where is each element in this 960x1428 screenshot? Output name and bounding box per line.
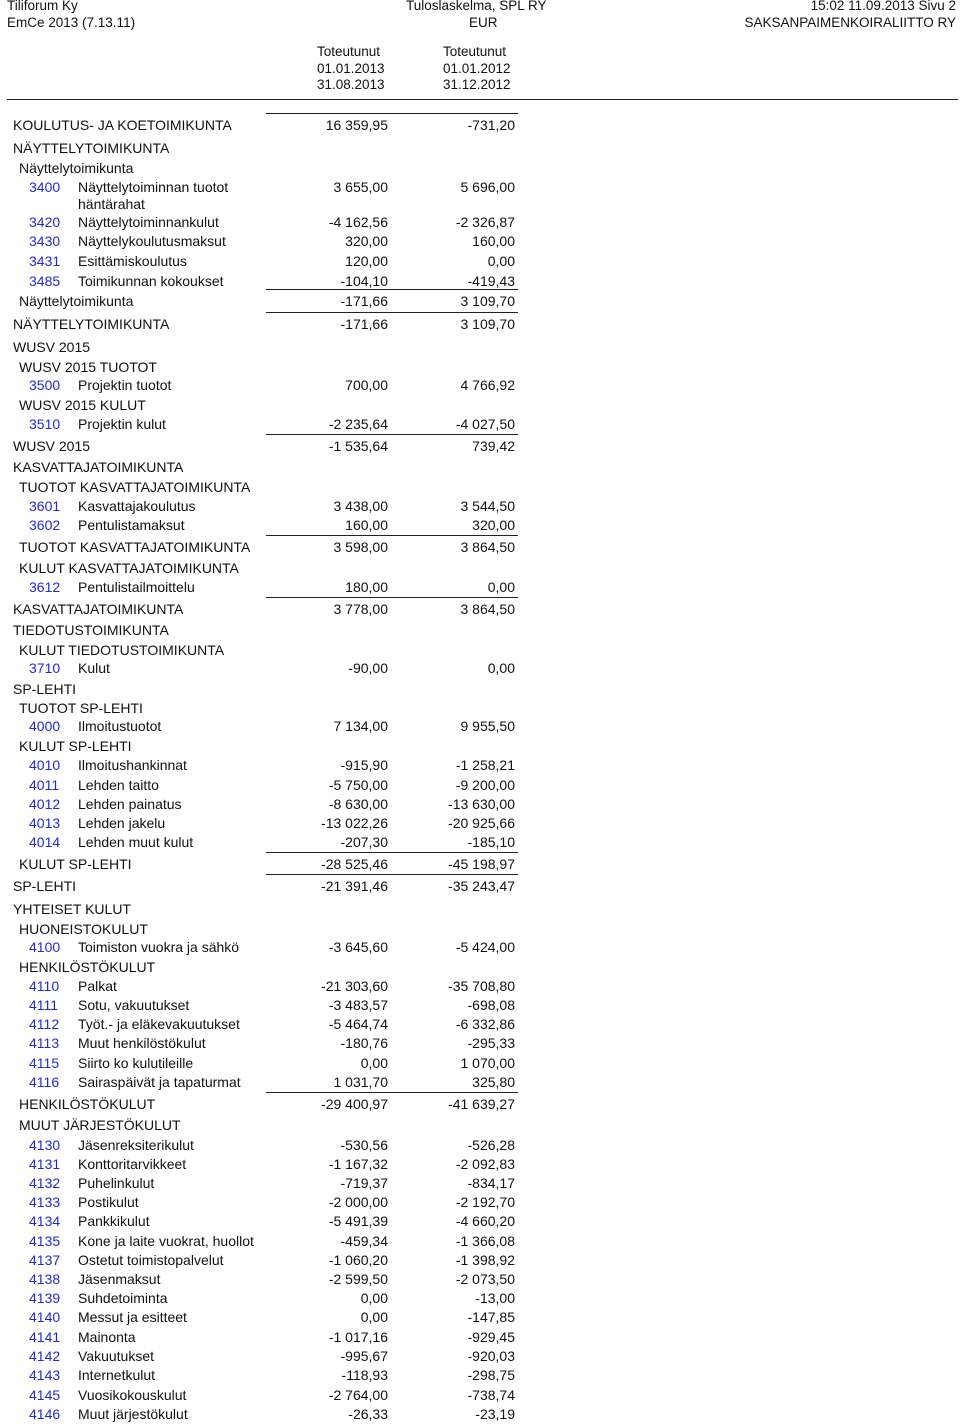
subtotal-rule <box>266 874 518 875</box>
account-name: Muut järjestökulut <box>78 1406 188 1422</box>
account-row <box>0 1233 960 1253</box>
account-row <box>0 233 960 253</box>
subtotal-previous: -731,20 <box>467 117 515 133</box>
account-name: Kone ja laite vuokrat, huollot <box>78 1233 254 1249</box>
account-row <box>0 1271 960 1291</box>
account-code: 4141 <box>29 1329 61 1345</box>
account-code: 4013 <box>29 815 61 831</box>
value-current: -3 483,57 <box>328 997 388 1013</box>
account-row <box>0 1252 960 1272</box>
value-current: 3 655,00 <box>333 179 388 195</box>
section-heading-label: TIEDOTUSTOIMIKUNTA <box>13 622 169 638</box>
value-current: -530,56 <box>340 1137 388 1153</box>
value-previous: 0,00 <box>487 579 515 595</box>
account-code: 4139 <box>29 1290 61 1306</box>
section-heading-label: WUSV 2015 <box>13 339 91 355</box>
value-previous: -4 660,20 <box>455 1213 515 1229</box>
value-current: -90,00 <box>348 660 388 676</box>
account-code: 4132 <box>29 1175 61 1191</box>
account-code: 3601 <box>29 498 61 514</box>
column-header-previous <box>443 44 511 94</box>
organization-name: SAKSANPAIMENKOIRALIITTO RY <box>744 15 956 30</box>
subtotal-row <box>0 293 960 313</box>
section-heading <box>0 681 960 701</box>
subtotal-rule <box>266 535 518 536</box>
account-code: 4134 <box>29 1213 61 1229</box>
value-current: -5 750,00 <box>328 777 388 793</box>
account-name: Pankkikulut <box>78 1213 150 1229</box>
account-row <box>0 273 960 293</box>
account-name: Pentulistamaksut <box>78 517 185 533</box>
value-previous: -4 027,50 <box>455 416 515 432</box>
account-name: Lehden muut kulut <box>78 834 194 850</box>
section-heading-label: Näyttelytoimikunta <box>19 160 134 176</box>
subtotal-current: -171,66 <box>340 316 388 332</box>
section-heading-label: HENKILÖSTÖKULUT <box>19 959 156 975</box>
column-header-line: 01.01.2013 <box>317 60 385 76</box>
subtotal-row <box>0 1096 960 1116</box>
subtotal-label: KULUT SP-LEHTI <box>19 856 132 872</box>
section-heading <box>0 921 960 941</box>
section-heading-label: TUOTOT SP-LEHTI <box>19 700 143 716</box>
section-heading <box>0 339 960 359</box>
account-row <box>0 1016 960 1036</box>
account-row <box>0 757 960 777</box>
account-row <box>0 1406 960 1426</box>
value-current: -915,90 <box>340 757 388 773</box>
value-previous: -35 708,80 <box>448 978 515 994</box>
account-code: 4111 <box>29 997 59 1013</box>
value-previous: 5 696,00 <box>460 179 515 195</box>
value-current: 7 134,00 <box>333 718 388 734</box>
value-previous: -526,28 <box>467 1137 515 1153</box>
account-row <box>0 1367 960 1387</box>
section-heading <box>0 140 960 160</box>
subtotal-current: -171,66 <box>340 293 388 309</box>
account-code: 3602 <box>29 517 61 533</box>
section-heading <box>0 642 960 662</box>
account-name: Muut henkilöstökulut <box>78 1035 206 1051</box>
account-name: Internetkulut <box>78 1367 156 1383</box>
account-name: Kulut <box>78 660 110 676</box>
account-code: 4012 <box>29 796 61 812</box>
subtotal-label: WUSV 2015 <box>13 438 91 454</box>
account-code: 4133 <box>29 1194 61 1210</box>
section-heading <box>0 560 960 580</box>
subtotal-rule <box>266 312 518 313</box>
account-code: 4143 <box>29 1367 61 1383</box>
subtotal-previous: 739,42 <box>472 438 515 454</box>
account-name: Lehden jakelu <box>78 815 166 831</box>
account-row <box>0 253 960 273</box>
value-current: -13 022,26 <box>321 815 388 831</box>
subtotal-previous: -41 639,27 <box>448 1096 515 1112</box>
subtotal-rule <box>266 434 518 435</box>
account-code: 4100 <box>29 939 61 955</box>
subtotal-previous: 3 864,50 <box>460 601 515 617</box>
account-code: 4145 <box>29 1387 61 1403</box>
subtotal-row <box>0 117 960 137</box>
subtotal-current: 3 598,00 <box>333 539 388 555</box>
value-current: -5 464,74 <box>328 1016 388 1032</box>
value-previous: -295,33 <box>467 1035 515 1051</box>
account-row <box>0 1074 960 1094</box>
value-previous: 1 070,00 <box>460 1055 515 1071</box>
value-current: 0,00 <box>360 1309 388 1325</box>
account-row <box>0 1213 960 1233</box>
account-code: 3500 <box>29 377 61 393</box>
account-name: Messut ja esitteet <box>78 1309 187 1325</box>
section-heading <box>0 459 960 479</box>
value-current: 1 031,70 <box>333 1074 388 1090</box>
account-code: 3430 <box>29 233 61 249</box>
account-name: Siirto ko kulutileille <box>78 1055 194 1071</box>
account-name: Ilmoitustuotot <box>78 718 162 734</box>
account-row <box>0 1137 960 1157</box>
value-previous: 320,00 <box>472 517 515 533</box>
value-current: -118,93 <box>341 1367 388 1383</box>
account-row <box>0 1387 960 1407</box>
column-header-current <box>317 44 385 94</box>
account-code: 4146 <box>29 1406 61 1422</box>
account-name: Kasvattajakoulutus <box>78 498 196 514</box>
subtotal-rule <box>266 289 518 290</box>
account-name: Näyttelykoulutusmaksut <box>78 233 226 249</box>
account-name: Puhelinkulut <box>78 1175 155 1191</box>
value-previous: -2 192,70 <box>455 1194 515 1210</box>
value-current: 0,00 <box>360 1055 388 1071</box>
account-row <box>0 179 960 212</box>
subtotal-label: Näyttelytoimikunta <box>19 293 134 309</box>
section-heading-label: KULUT SP-LEHTI <box>19 738 132 754</box>
column-header-line: 01.01.2012 <box>443 60 511 76</box>
account-code: 4010 <box>29 757 61 773</box>
subtotal-previous: 3 109,70 <box>460 316 515 332</box>
account-row <box>0 718 960 738</box>
value-previous: -6 332,86 <box>455 1016 515 1032</box>
account-code: 3420 <box>29 214 61 230</box>
value-previous: -20 925,66 <box>448 815 515 831</box>
value-current: -207,30 <box>340 834 388 850</box>
account-row <box>0 1309 960 1329</box>
account-name: Postikulut <box>78 1194 139 1210</box>
account-code: 4137 <box>29 1252 61 1268</box>
value-current: -719,37 <box>340 1175 388 1191</box>
account-name: Näyttelytoiminnankulut <box>78 214 219 230</box>
value-current: -8 630,00 <box>328 796 388 812</box>
value-previous: 3 544,50 <box>460 498 515 514</box>
subtotal-label: NÄYTTELYTOIMIKUNTA <box>13 316 170 332</box>
column-header-line: 31.12.2012 <box>443 77 511 92</box>
account-row <box>0 1348 960 1368</box>
section-heading-label: SP-LEHTI <box>13 681 77 697</box>
section-heading <box>0 738 960 758</box>
column-header-line: Toteutunut <box>317 44 381 59</box>
account-name: Suhdetoiminta <box>78 1290 168 1306</box>
subtotal-label: TUOTOT KASVATTAJATOIMIKUNTA <box>19 539 251 555</box>
value-previous: 4 766,92 <box>460 377 515 393</box>
subtotal-rule <box>266 113 518 114</box>
account-row <box>0 939 960 959</box>
account-code: 4011 <box>29 777 60 793</box>
account-name-continued: häntärahat <box>78 196 145 212</box>
subtotal-rule <box>266 597 518 598</box>
value-previous: -23,19 <box>475 1406 515 1422</box>
subtotal-current: -28 525,46 <box>321 856 388 872</box>
value-previous: 325,80 <box>472 1074 515 1090</box>
account-name: Näyttelytoiminnan tuotot <box>78 179 229 195</box>
subtotal-current: -21 391,46 <box>321 878 388 894</box>
account-code: 3400 <box>29 179 61 195</box>
section-heading-label: MUUT JÄRJESTÖKULUT <box>19 1117 181 1133</box>
account-code: 4112 <box>29 1016 60 1032</box>
subtotal-label: HENKILÖSTÖKULUT <box>19 1096 156 1112</box>
subtotal-current: -1 535,64 <box>328 438 388 454</box>
value-previous: -147,85 <box>467 1309 515 1325</box>
value-previous: -834,17 <box>467 1175 515 1191</box>
account-row <box>0 997 960 1017</box>
account-name: Esittämiskoulutus <box>78 253 187 269</box>
value-previous: 160,00 <box>472 233 515 249</box>
account-name: Toimikunnan kokoukset <box>78 273 224 289</box>
value-current: 3 438,00 <box>333 498 388 514</box>
account-code: 4140 <box>29 1309 61 1325</box>
column-header-line: Toteutunut <box>443 44 507 59</box>
account-code: 3431 <box>29 253 61 269</box>
account-row <box>0 1156 960 1176</box>
section-heading-label: TUOTOT KASVATTAJATOIMIKUNTA <box>19 479 251 495</box>
value-previous: -185,10 <box>467 834 515 850</box>
value-previous: 0,00 <box>487 660 515 676</box>
value-current: -4 162,56 <box>328 214 388 230</box>
account-row <box>0 1329 960 1349</box>
account-code: 4138 <box>29 1271 61 1287</box>
value-previous: -1 366,08 <box>455 1233 515 1249</box>
subtotal-previous: 3 864,50 <box>460 539 515 555</box>
subtotal-rule <box>266 1092 518 1093</box>
value-current: -459,34 <box>340 1233 388 1249</box>
account-code: 3485 <box>29 273 61 289</box>
account-code: 4115 <box>29 1055 60 1071</box>
account-row <box>0 777 960 797</box>
account-row <box>0 579 960 599</box>
account-row <box>0 416 960 436</box>
account-name: Lehden painatus <box>78 796 182 812</box>
print-timestamp-page: 15:02 11.09.2013 Sivu 2 <box>810 0 956 13</box>
value-previous: -419,43 <box>467 273 515 289</box>
value-previous: -5 424,00 <box>455 939 515 955</box>
account-row <box>0 517 960 537</box>
section-heading <box>0 160 960 180</box>
value-previous: -13,00 <box>475 1290 515 1306</box>
value-current: 180,00 <box>345 579 388 595</box>
account-name: Projektin tuotot <box>78 377 172 393</box>
value-current: -1 017,16 <box>328 1329 388 1345</box>
account-name: Työt.- ja eläkevakuutukset <box>78 1016 240 1032</box>
value-previous: -698,08 <box>467 997 515 1013</box>
report-currency: EUR <box>469 15 498 30</box>
account-name: Projektin kulut <box>78 416 166 432</box>
value-previous: -13 630,00 <box>448 796 515 812</box>
account-row <box>0 978 960 998</box>
section-heading <box>0 479 960 499</box>
value-current: 320,00 <box>345 233 388 249</box>
value-current: -995,67 <box>340 1348 388 1364</box>
value-current: -5 491,39 <box>328 1213 388 1229</box>
subtotal-row <box>0 856 960 876</box>
section-heading-label: KASVATTAJATOIMIKUNTA <box>13 459 184 475</box>
section-heading <box>0 700 960 720</box>
section-heading-label: KULUT KASVATTAJATOIMIKUNTA <box>19 560 239 576</box>
subtotal-current: -29 400,97 <box>321 1096 388 1112</box>
value-previous: 9 955,50 <box>460 718 515 734</box>
account-row <box>0 1055 960 1075</box>
value-current: -2 000,00 <box>328 1194 388 1210</box>
subtotal-current: 3 778,00 <box>333 601 388 617</box>
value-previous: -1 258,21 <box>455 757 515 773</box>
account-name: Jäsenmaksut <box>78 1271 161 1287</box>
value-current: -3 645,60 <box>328 939 388 955</box>
subtotal-label: KOULUTUS- JA KOETOIMIKUNTA <box>13 117 232 133</box>
section-heading <box>0 959 960 979</box>
software-version: EmCe 2013 (7.13.11) <box>7 15 136 30</box>
account-name: Ilmoitushankinnat <box>78 757 187 773</box>
section-heading <box>0 359 960 379</box>
value-previous: -2 073,50 <box>455 1271 515 1287</box>
section-heading-label: NÄYTTELYTOIMIKUNTA <box>13 140 170 156</box>
value-current: -21 303,60 <box>321 978 388 994</box>
subtotal-label: KASVATTAJATOIMIKUNTA <box>13 601 184 617</box>
value-current: 120,00 <box>345 253 388 269</box>
account-row <box>0 1175 960 1195</box>
section-heading-label: WUSV 2015 KULUT <box>19 397 146 413</box>
account-name: Jäsenreksiterikulut <box>78 1137 194 1153</box>
value-current: -1 167,32 <box>328 1156 388 1172</box>
account-code: 3612 <box>29 579 61 595</box>
value-previous: -738,74 <box>467 1387 515 1403</box>
column-header-line: 31.08.2013 <box>317 77 385 92</box>
account-code: 4142 <box>29 1348 61 1364</box>
account-name: Vakuutukset <box>78 1348 155 1364</box>
account-row <box>0 214 960 234</box>
subtotal-rule <box>266 852 518 853</box>
account-code: 3710 <box>29 660 61 676</box>
section-heading <box>0 622 960 642</box>
account-name: Pentulistailmoittelu <box>78 579 195 595</box>
value-current: -1 060,20 <box>328 1252 388 1268</box>
section-heading <box>0 901 960 921</box>
subtotal-row <box>0 601 960 621</box>
section-heading-label: KULUT TIEDOTUSTOIMIKUNTA <box>19 642 225 658</box>
subtotal-label: SP-LEHTI <box>13 878 77 894</box>
value-previous: -9 200,00 <box>455 777 515 793</box>
account-row <box>0 834 960 854</box>
value-previous: -2 092,83 <box>455 1156 515 1172</box>
account-row <box>0 796 960 816</box>
subtotal-previous: 3 109,70 <box>460 293 515 309</box>
value-current: -2 235,64 <box>328 416 388 432</box>
account-code: 4135 <box>29 1233 61 1249</box>
account-code: 4116 <box>29 1074 60 1090</box>
section-heading-label: HUONEISTOKULUT <box>19 921 148 937</box>
account-code: 4130 <box>29 1137 61 1153</box>
subtotal-row <box>0 316 960 336</box>
value-current: -2 764,00 <box>328 1387 388 1403</box>
section-heading-label: WUSV 2015 TUOTOT <box>19 359 157 375</box>
value-current: -26,33 <box>348 1406 388 1422</box>
account-row <box>0 815 960 835</box>
header-divider <box>7 99 958 100</box>
value-current: -2 599,50 <box>328 1271 388 1287</box>
value-previous: 0,00 <box>487 253 515 269</box>
account-name: Mainonta <box>78 1329 136 1345</box>
account-row <box>0 1194 960 1214</box>
account-name: Lehden taitto <box>78 777 159 793</box>
report-title: Tuloslaskelma, SPL RY <box>406 0 547 13</box>
account-name: Ostetut toimistopalvelut <box>78 1252 224 1268</box>
account-row <box>0 377 960 397</box>
value-previous: -920,03 <box>467 1348 515 1364</box>
account-name: Toimiston vuokra ja sähkö <box>78 939 240 955</box>
value-current: 700,00 <box>345 377 388 393</box>
value-current: -180,76 <box>340 1035 388 1051</box>
value-previous: -929,45 <box>467 1329 515 1345</box>
account-row <box>0 1290 960 1310</box>
account-name: Palkat <box>78 978 117 994</box>
account-code: 4110 <box>29 978 60 994</box>
section-heading <box>0 397 960 417</box>
subtotal-row <box>0 539 960 559</box>
account-name: Sairaspäivät ja tapaturmat <box>78 1074 241 1090</box>
account-code: 4000 <box>29 718 61 734</box>
value-current: 160,00 <box>345 517 388 533</box>
value-current: 0,00 <box>360 1290 388 1306</box>
account-name: Vuosikokouskulut <box>78 1387 187 1403</box>
account-code: 4131 <box>29 1156 61 1172</box>
account-code: 4113 <box>29 1035 60 1051</box>
value-current: -104,10 <box>340 273 388 289</box>
subtotal-previous: -35 243,47 <box>448 878 515 894</box>
subtotal-previous: -45 198,97 <box>448 856 515 872</box>
value-previous: -1 398,92 <box>455 1252 515 1268</box>
company-name: Tiliforum Ky <box>7 0 78 13</box>
subtotal-row <box>0 878 960 898</box>
account-name: Konttoritarvikkeet <box>78 1156 187 1172</box>
subtotal-current: 16 359,95 <box>325 117 388 133</box>
account-row <box>0 660 960 680</box>
subtotal-row <box>0 438 960 458</box>
account-code: 3510 <box>29 416 61 432</box>
account-row <box>0 498 960 518</box>
account-name: Sotu, vakuutukset <box>78 997 190 1013</box>
account-row <box>0 1035 960 1055</box>
account-code: 4014 <box>29 834 61 850</box>
value-previous: -298,75 <box>467 1367 515 1383</box>
section-heading <box>0 1117 960 1137</box>
section-heading-label: YHTEISET KULUT <box>13 901 131 917</box>
value-previous: -2 326,87 <box>455 214 515 230</box>
